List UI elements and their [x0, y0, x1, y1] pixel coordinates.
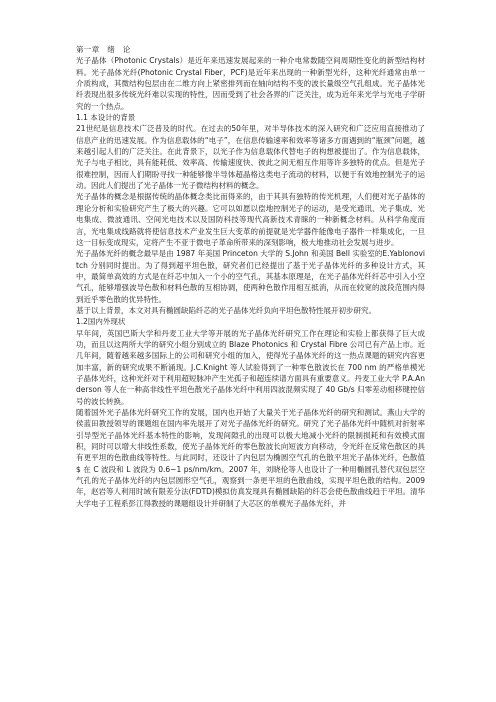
- paragraph: 21世纪是信息技术广泛普及的时代。在过去的50年里，对半导体技术的深入研究和广泛应用直接推动了信息产业的迅速发展。作为信息载体的“电子”，在信息传输速率和效率等诸多方面遇到的“瓶颈”问题，越来越引起人们的广泛关注。在此背景下，以光子作为信息载体代替电子的构想被提出了。作为信息载体，光子与电子相比，具有能耗低、效率高、传输速度快、彼此之间无相互作用等许多独特的优点。但是光子很难控制，因而人们期盼寻找一种能够像半导体超晶格这类电子流动的材料，以便于有效地控制光子的运动。因此人们提出了光子晶体一光子微结构材料的概念。: [76, 124, 425, 191]
- document-body: [76, 44, 425, 509]
- chapter-title: 第一章 绪 论: [76, 45, 131, 54]
- paragraph: 光子晶体光纤的概念最早是由 1987 年美国 Princeton 大学的 S.John 和美国 Bell 实验室的E.Yablonovitch 分别同时提出。为了得到超平坦色散，研究者们已经提出了基于光子晶体光纤的多种设计方式，其中，最简单高效的方式是在纤芯中加入一个小的空气孔，其基本原理是，在光子晶体光纤纤芯中引入小空气孔，能够增强波导色散和材料色散的互相协调，使两种色散作用相互抵消，从而在较宽的波段范围内得到近乎零色散的优异特性。: [76, 249, 425, 304]
- paragraph: 光子晶体（Photonic Crystals）是近年来迅速发展起来的一种介电常数随空间周期性变化的新型结构材料。光子晶体光纤(Photonic Crystal Fiber，PCF)是近年来出现的一种新型光纤，这种光纤通常由单一介质构成，其微结构包层由在二维方向上紧密排列而在轴向结构不变的波长量级空气孔组成。光子晶体光纤表现出很多传统光纤难以实现的特性，因而受到了社会各界的广泛关注，成为近年来光学与光电子学研究的一个热点。: [76, 56, 425, 111]
- paragraph: 随着国外光子晶体光纤研究工作的发展，国内也开始了大量关于光子晶体光纤的研究和测试。燕山大学的侯蓝田教授领导的课题组在国内率先展开了对光子晶体光纤的研究。研究了光子晶体光纤中随机对折射率引导型光子晶体光纤基本特性的影响，发现间隙孔的出现可以极大地减小光纤的限制损耗和有效模式面积，同时可以增大非线性系数，使光子晶体光纤的零色散波长向短波方向移动，令光纤在反常色散区的具有更平坦的色散曲线等特性。与此同时，还设计了内包层为椭圆空气孔的色散平坦光子晶体光纤，色散值 $ 在 C 波段和 L 波段为 0.6~1 ps/nm/km。2007 年，刘晓伦等人也设计了一种用椭圆孔替代双包层空气孔的光子晶体光纤的内包层圆形空气孔，观察到一条更平坦的色散曲线，实现平坦色散的结构。2009 年，赵岩等人利用时域有限差分法(FDTD)模拟仿真发现具有椭圆缺陷的纤芯会使色散曲线趋于平坦。清华大学电子工程系彭江得教授的课题组设计并研制了大芯区的单模光子晶体光纤，并: [76, 408, 425, 508]
- section-heading: 1.1 本设计的背景: [76, 113, 136, 123]
- section-heading: 1.2国内外现状: [76, 317, 126, 327]
- paragraph: 基于以上背景，本文对具有椭圆缺陷纤芯的光子晶体光纤负向平坦色散特性展开初步研究。: [76, 305, 376, 315]
- paragraph: 光子晶体的概念是根据传统的晶体概念类比而得来的，由于其具有独特的传光机理，人们便对光子晶体的理论分析和实验研究产生了极大的兴趣。它可以如愿以偿地控制光子的运动，是受光通讯、光子集成、光电集成、微波通讯、空间光电技术以及国防科技等现代高新技术青睐的一种新概念材料。从科学角度而言，光电集成线路就将使信息技术产业发生巨大变革的前提就是光学器件能像电子器件一样集成化，一旦这一目标变成现实，定将产生不亚于微电子革命所带来的深刻影响，极大地推动社会发展与进步。: [76, 192, 425, 247]
- paragraph: 早年间，英国巴斯大学和丹麦工业大学等开展的光子晶体光纤研究工作在理论和实验上都获得了巨大成功，而且以这两所大学的研究小组分别成立的 Blaze Photonics 和 Crystal Fibre 公司已有产品上市。近几年间，随着越来越多国际上的公司和研究小组的加入，使得光子晶体光纤的这一热点课题的研究内容更加丰富，新的研究成果不断涌现。J.C.Knight 等人试验得到了一种零色散波长在 700 nm 的严格单模光子晶体光纤，这种光纤对于利用超短脉冲产生光孤子和超连续谱方面具有重要意义。丹麦工业大学 P.A.Anderson 等人在一种高非线性平坦色散光子晶体光纤中利用四波混频实现了 40 Gb/s 归零差动相移键控信号的波长转换。: [76, 328, 425, 406]
